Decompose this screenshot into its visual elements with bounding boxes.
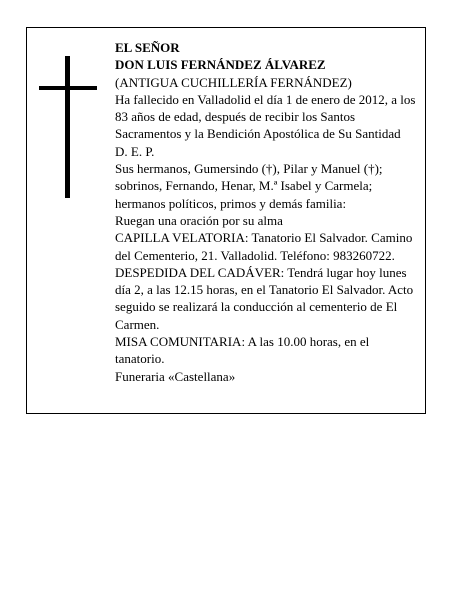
mass-info: MISA COMUNITARIA: A las 10.00 horas, en el tanatorio.: [115, 334, 370, 367]
rip-text: D. E. P.: [115, 143, 155, 159]
title-line: EL SEÑOR: [115, 40, 180, 55]
deceased-name: DON LUIS FERNÁNDEZ ÁLVAREZ: [115, 57, 326, 73]
family-list: Sus hermanos, Gumersindo (†), Pilar y Manuel (†); sobrinos, Fernando, Henar, M.ª Isabel y Carmela; hermanos políticos, primos y demás familia:: [115, 161, 383, 211]
wake-info: CAPILLA VELATORIA: Tanatorio El Salvador. Camino del Cementerio, 21. Valladolid. Teléfono: 983260722.: [115, 230, 413, 263]
obituary-notice: [26, 27, 426, 414]
cross-icon: [39, 56, 97, 198]
cross-horizontal-beam: [39, 86, 97, 90]
funeral-home: Funeraria «Castellana»: [115, 368, 236, 384]
prayer-request: Ruegan una oración por su alma: [115, 212, 283, 228]
affiliation: (ANTIGUA CUCHILLERÍA FERNÁNDEZ): [115, 74, 352, 90]
cross-vertical-beam: [65, 56, 70, 198]
death-statement: Ha fallecido en Valladolid el día 1 de enero de 2012, a los 83 años de edad, después de recibir los Santos Sacramentos y la Bendición Apostólica de Su Santidad: [115, 91, 416, 142]
notice-body: [115, 39, 420, 385]
funeral-info: DESPEDIDA DEL CADÁVER: Tendrá lugar hoy lunes día 2, a las 12.15 horas, en el Tanatorio El Salvador. Acto seguido se realizará la conducción al cementerio de El Carmen.: [115, 264, 414, 332]
